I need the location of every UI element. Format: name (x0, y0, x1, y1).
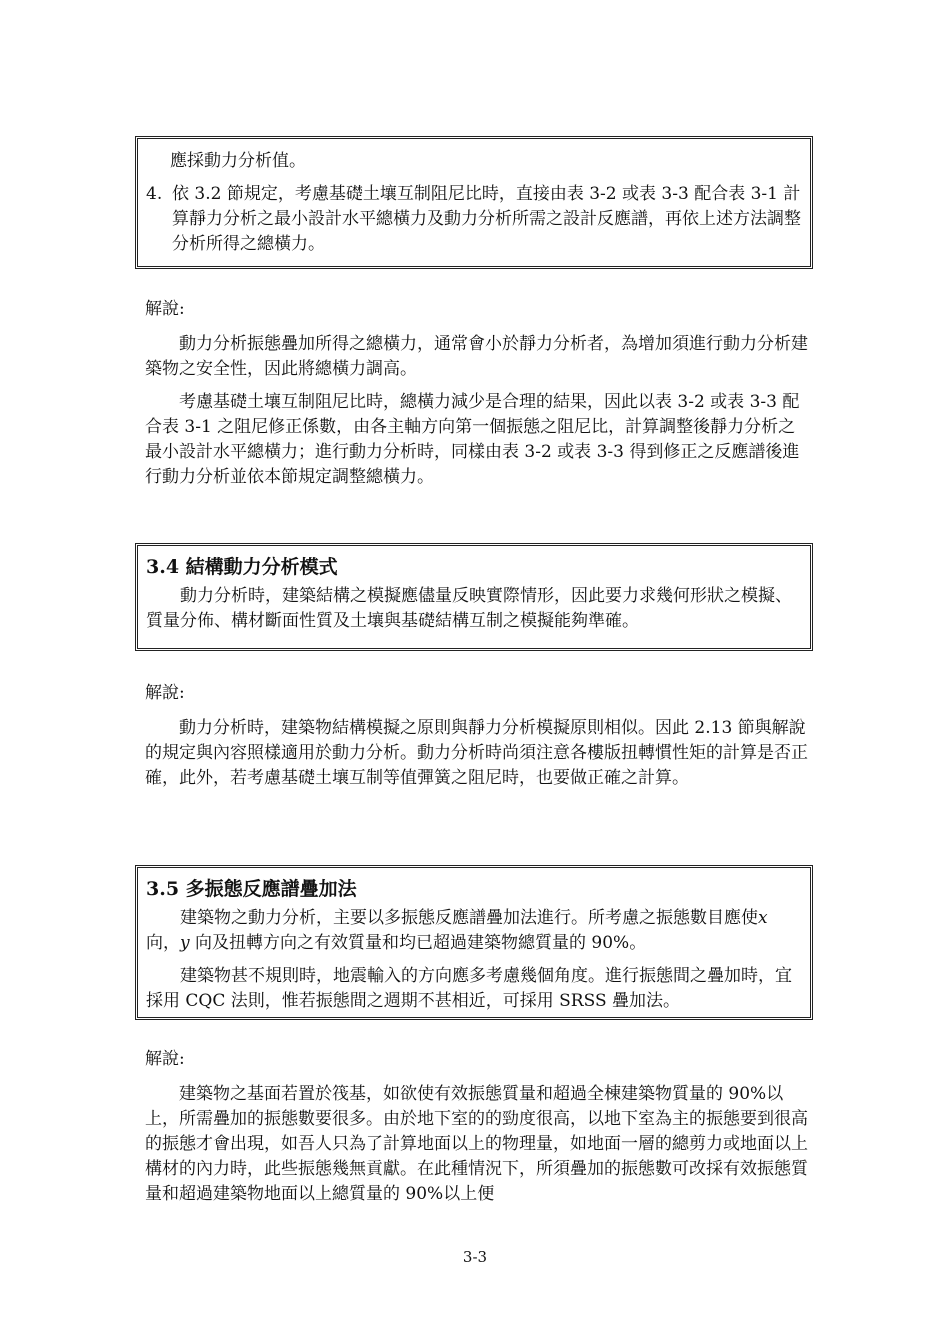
item-number: 4. (146, 184, 163, 204)
section-text: 動力分析時，建築結構之模擬應儘量反映實際情形，因此要力求幾何形狀之模擬、質量分佈、構材斷面性質及土壤與基礎結構互制之模擬能夠準確。 (146, 586, 792, 631)
commentary-body (145, 332, 809, 490)
section-text-part: 向， (146, 933, 180, 953)
commentary-body (145, 1082, 809, 1207)
page-number: 3-3 (462, 1248, 488, 1266)
provision-item-4 (146, 182, 802, 257)
provision-line: 應採動力分析值。 (170, 151, 306, 171)
commentary-label: 解說: (145, 683, 185, 703)
commentary-paragraph: 動力分析振態疊加所得之總橫力，通常會小於靜力分析者，為增加須進行動力分析建築物之安全性，因此將總橫力調高。 (145, 334, 808, 379)
commentary-label: 解說: (145, 1049, 185, 1069)
item-text: 依 3.2 節規定，考慮基礎土壤互制阻尼比時，直接由表 3-2 或表 3-3 配合表 3-1 計算靜力分析之最小設計水平總橫力及動力分析所需之設計反應譜，再依上述方法調整分析所得之總橫力。 (172, 184, 801, 254)
section-text-part: 向及扭轉方向之有效質量和均已超過建築物總質量的 90%。 (189, 933, 647, 953)
section-paragraph (146, 906, 802, 956)
section-heading: 3.4 結構動力分析模式 (146, 556, 338, 578)
commentary-paragraph: 建築物之基面若置於筏基，如欲使有效振態質量和超過全棟建築物質量的 90%以上，所需疊加的振態數要很多。由於地下室的的勁度很高，以地下室為主的振態要到很高的振態才會出現，如吾人只為了計算地面以上的物理量，如地面一層的總剪力或地面以上構材的內力時，此些振態幾無貢獻。在此種情況下，所須疊加的振態數可改採有效振態質量和超過建築物地面以上總質量的 90%以上便 (145, 1084, 808, 1204)
section-paragraph: 建築物甚不規則時，地震輸入的方向應多考慮幾個角度。進行振態間之疊加時，宜採用 CQC 法則，惟若振態間之週期不甚相近，可採用 SRSS 疊加法。 (146, 966, 792, 1011)
commentary-body (145, 716, 809, 791)
y-symbol: y (180, 933, 190, 953)
commentary-paragraph: 動力分析時，建築物結構模擬之原則與靜力分析模擬原則相似。因此 2.13 節與解說的規定與內容照樣適用於動力分析。動力分析時尚須注意各樓版扭轉慣性矩的計算是否正確，此外，若考慮基礎土壤互制等值彈簧之阻尼時，也要做正確之計算。 (145, 718, 808, 788)
section-box-3-4 (135, 543, 813, 651)
section-text-part: 建築物之動力分析，主要以多振態反應譜疊加法進行。所考慮之振態數目應使 (180, 908, 758, 928)
section-box-3-5 (135, 865, 813, 1020)
provision-box-continued (135, 136, 813, 269)
commentary-label: 解說: (145, 299, 185, 319)
section-heading: 3.5 多振態反應譜疊加法 (146, 878, 357, 900)
x-symbol: x (758, 908, 768, 928)
commentary-paragraph: 考慮基礎土壤互制阻尼比時，總橫力減少是合理的結果，因此以表 3-2 或表 3-3 配合表 3-1 之阻尼修正係數，由各主軸方向第一個振態之阻尼比，計算調整後靜力分析之最小設計水平總橫力；進行動力分析時，同樣由表 3-2 或表 3-3 得到修正之反應譜後進行動力分析並依本節規定調整總橫力。 (145, 392, 800, 487)
